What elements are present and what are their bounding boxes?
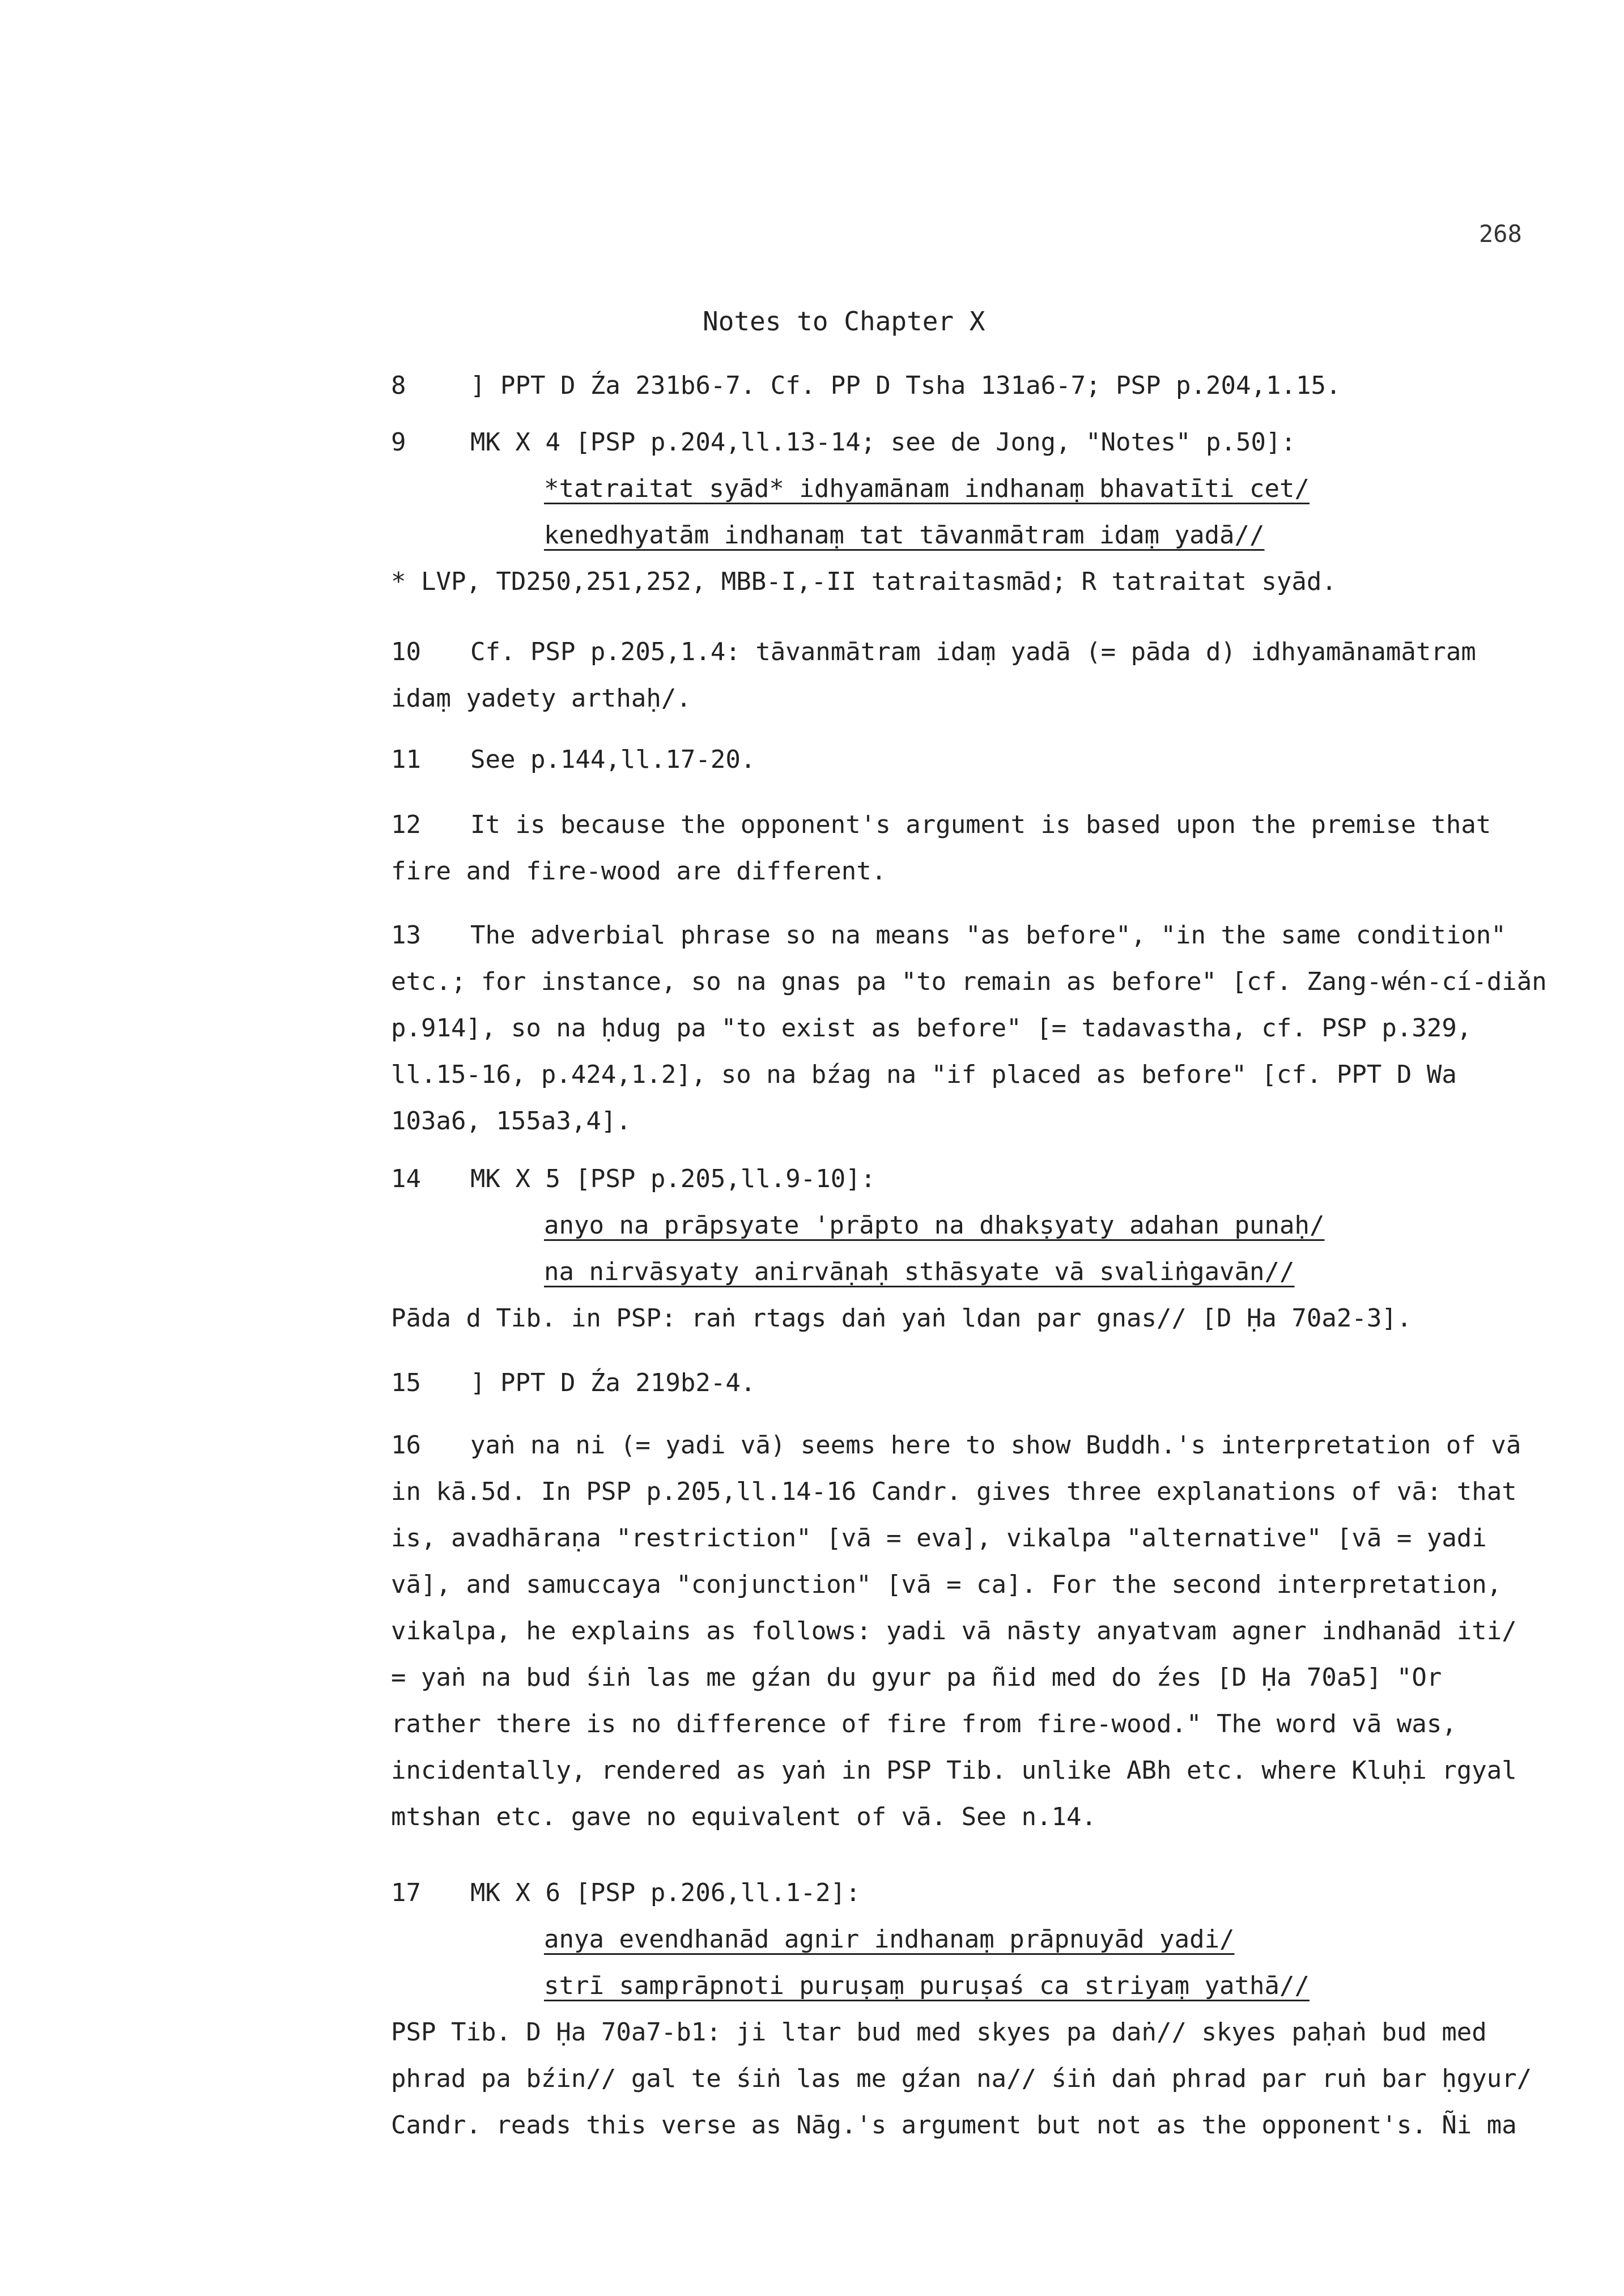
note-line: * LVP, TD250,251,252, MBB-I,-II tatraitasmād; R tatraitat syād.	[391, 567, 1337, 596]
note-16	[391, 1422, 1524, 1840]
verse-line: *tatraitat syād* idhyamānam indhanaṃ bhavatīti cet/	[544, 474, 1310, 503]
note-line: p.914], so na ḥdug pa "to exist as before" [= tadavastha, cf. PSP p.329,	[391, 1014, 1472, 1043]
note-number: 11	[391, 745, 421, 774]
note-line: MK X 5 [PSP p.205,ll.9-10]:	[470, 1164, 876, 1193]
note-line: Pāda d Tib. in PSP: raṅ rtags daṅ yaṅ ldan par gnas// [D Ḥa 70a2-3].	[391, 1304, 1412, 1333]
page-number: 268	[1479, 220, 1522, 248]
note-number: 17	[391, 1878, 421, 1907]
note-11	[391, 737, 1524, 783]
verse-line: kenedhyatām indhanaṃ tat tāvanmātram idaṃ yadā//	[544, 521, 1265, 550]
note-line: etc.; for instance, so na gnas pa "to remain as before" [cf. Zang-wén-cí-diǎn	[391, 967, 1547, 996]
note-line: = yaṅ na bud śiṅ las me gźan du gyur pa ñid med do źes [D Ḥa 70a5] "Or	[391, 1663, 1442, 1692]
note-line: Cf. PSP p.205,1.4: tāvanmātram idaṃ yadā (= pāda d) idhyamānamātram	[470, 637, 1476, 666]
note-number: 14	[391, 1164, 421, 1193]
note-line: ] PPT D Źa 219b2-4.	[470, 1368, 756, 1397]
note-line: ll.15-16, p.424,1.2], so na bźag na "if placed as before" [cf. PPT D Wa	[391, 1060, 1457, 1089]
note-line: vikalpa, he explains as follows: yadi vā nāsty anyatvam agner indhanād iti/	[391, 1617, 1517, 1646]
note-line: Candr. reads this verse as Nāg.'s argument but not as the opponent's. Ñi ma	[391, 2111, 1517, 2140]
note-number: 9	[391, 428, 406, 457]
note-9	[391, 419, 1524, 605]
verse-line: anyo na prāpsyate 'prāpto na dhakṣyaty adahan punaḥ/	[544, 1211, 1325, 1240]
note-13	[391, 912, 1547, 1145]
note-line: The adverbial phrase so na means "as before", "in the same condition"	[470, 921, 1506, 950]
note-line: See p.144,ll.17-20.	[470, 745, 756, 774]
note-line: rather there is no difference of fire from fire-wood." The word vā was,	[391, 1710, 1457, 1738]
note-line: phrad pa bźin// gal te śiṅ las me gźan na// śiṅ daṅ phrad par ruṅ bar ḥgyur/	[391, 2064, 1532, 2093]
note-14	[391, 1156, 1524, 1342]
note-line: ] PPT D Źa 231b6-7. Cf. PP D Tsha 131a6-7; PSP p.204,1.15.	[470, 371, 1341, 400]
note-line: PSP Tib. D Ḥa 70a7-b1: ji ltar bud med skyes pa daṅ// skyes paḥaṅ bud med	[391, 2018, 1487, 2047]
note-line: mtshan etc. gave no equivalent of vā. See n.14.	[391, 1802, 1097, 1831]
note-line: yaṅ na ni (= yadi vā) seems here to show Buddh.'s interpretation of vā	[470, 1431, 1521, 1460]
note-line: MK X 4 [PSP p.204,ll.13-14; see de Jong, "Notes" p.50]:	[470, 428, 1296, 457]
note-number: 13	[391, 921, 421, 950]
verse-line: strī samprāpnoti puruṣaṃ puruṣaś ca striyaṃ yathā//	[544, 1971, 1310, 2000]
note-number: 10	[391, 637, 421, 666]
note-line: idaṃ yadety arthaḥ/.	[391, 684, 691, 713]
note-10	[391, 629, 1524, 722]
note-line: fire and fire-wood are different.	[391, 857, 887, 886]
note-8	[391, 363, 1524, 409]
verse-line: anya evendhanād agnir indhanaṃ prāpnuyād yadi/	[544, 1925, 1235, 1954]
verse-line: na nirvāsyaty anirvāṇaḥ sthāsyate vā svaliṅgavān//	[544, 1257, 1295, 1286]
note-number: 12	[391, 810, 421, 839]
note-number: 15	[391, 1368, 421, 1397]
note-line: is, avadhāraṇa "restriction" [vā = eva], vikalpa "alternative" [vā = yadi	[391, 1524, 1487, 1553]
note-line: MK X 6 [PSP p.206,ll.1-2]:	[470, 1878, 861, 1907]
note-17	[391, 1870, 1532, 2149]
note-number: 16	[391, 1431, 421, 1460]
note-line: 103a6, 155a3,4].	[391, 1107, 631, 1136]
page-heading: Notes to Chapter X	[703, 306, 985, 337]
note-line: It is because the opponent's argument is based upon the premise that	[470, 810, 1491, 839]
note-number: 8	[391, 371, 406, 400]
note-15	[391, 1360, 1524, 1406]
note-12	[391, 802, 1524, 895]
note-line: incidentally, rendered as yaṅ in PSP Tib. unlike ABh etc. where Kluḥi rgyal	[391, 1756, 1517, 1785]
note-line: vā], and samuccaya "conjunction" [vā = ca]. For the second interpretation,	[391, 1570, 1502, 1599]
note-line: in kā.5d. In PSP p.205,ll.14-16 Candr. gives three explanations of vā: that	[391, 1477, 1517, 1506]
